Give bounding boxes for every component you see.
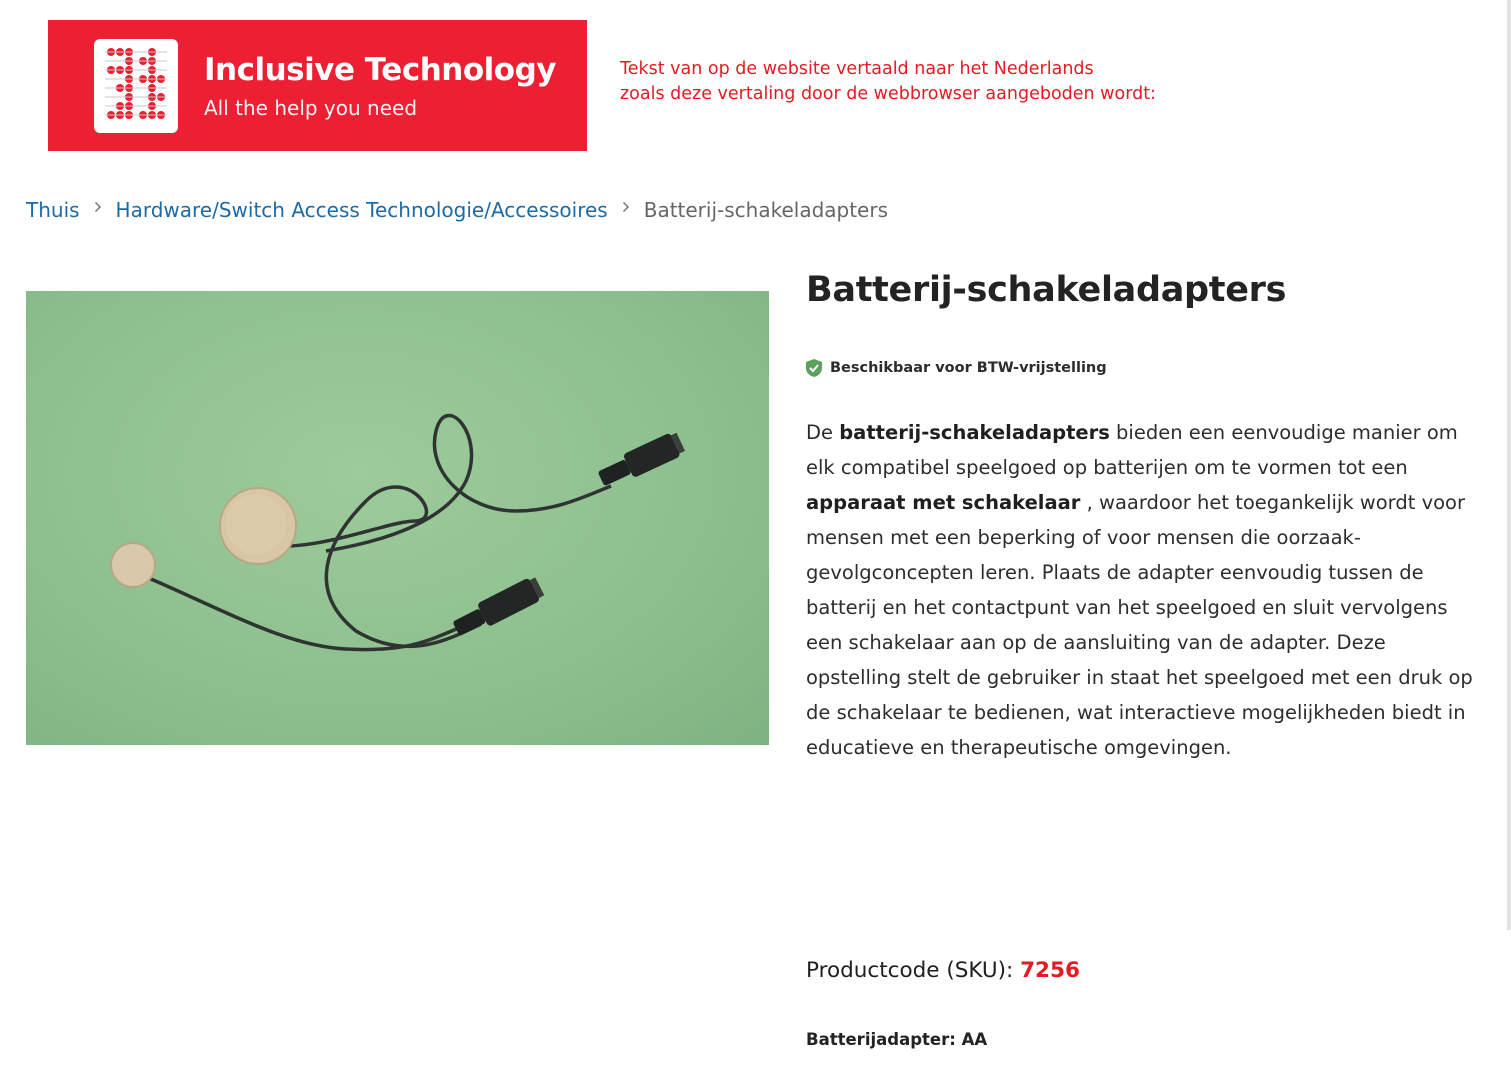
logo-text xyxy=(204,51,556,121)
description-text: , waardoor het toegankelijk wordt voor mensen met een beperking of voor mensen die oorzaak-gevolgconcepten leren. Plaats de adapter eenvoudig tussen de batterij en het contactpunt van het speelgoed en sluit vervolgens een schakelaar aan op de aansluiting van de adapter. Deze opstelling stelt de gebruiker in staat het speelgoed met een druk op de schakelaar te bedienen, wat interactieve mogelijkheden biedt in educatieve en therapeutische omgevingen. xyxy=(806,491,1473,759)
logo-title: Inclusive Technology xyxy=(204,51,556,88)
breadcrumb-current: Batterij-schakeladapters xyxy=(643,198,889,222)
product-sku xyxy=(806,958,1080,983)
description-text: bieden een eenvoudige manier om elk compatibel speelgoed op batterijen om te vormen tot een xyxy=(806,421,1458,479)
product-image[interactable] xyxy=(26,291,769,745)
breadcrumb-home-link[interactable]: Thuis xyxy=(26,198,80,222)
description-text: De xyxy=(806,421,840,444)
abacus-logo-icon xyxy=(94,39,178,133)
variant-value: AA xyxy=(961,1030,988,1049)
logo-banner[interactable] xyxy=(48,20,587,151)
vat-exemption-label: Beschikbaar voor BTW-vrijstelling xyxy=(830,360,1107,376)
breadcrumb-category-link[interactable]: Hardware/Switch Access Technologie/Accessoires xyxy=(115,198,608,222)
logo-tagline: All the help you need xyxy=(204,95,418,120)
product-description xyxy=(806,415,1474,765)
variant-label: Batterijadapter: xyxy=(806,1030,962,1049)
chevron-right-icon xyxy=(622,201,630,217)
vat-exemption-badge xyxy=(805,358,1107,378)
product-title: Batterij-schakeladapters xyxy=(806,270,1287,310)
sku-value: 7256 xyxy=(1020,958,1080,983)
chevron-right-icon xyxy=(94,201,102,217)
translation-note-line-2: zoals deze vertaling door de webbrowser aangeboden wordt: xyxy=(620,84,1156,104)
page-scrollbar[interactable] xyxy=(1507,0,1511,930)
description-bold: batterij-schakeladapters xyxy=(839,421,1110,444)
product-variant xyxy=(806,1030,987,1049)
description-bold: apparaat met schakelaar xyxy=(806,491,1081,514)
shield-check-icon xyxy=(805,358,823,378)
breadcrumb xyxy=(26,198,888,222)
translation-note xyxy=(620,57,1156,107)
sku-label: Productcode (SKU): xyxy=(806,958,1021,983)
translation-note-line-1: Tekst van op de website vertaald naar het Nederlands xyxy=(620,59,1094,79)
